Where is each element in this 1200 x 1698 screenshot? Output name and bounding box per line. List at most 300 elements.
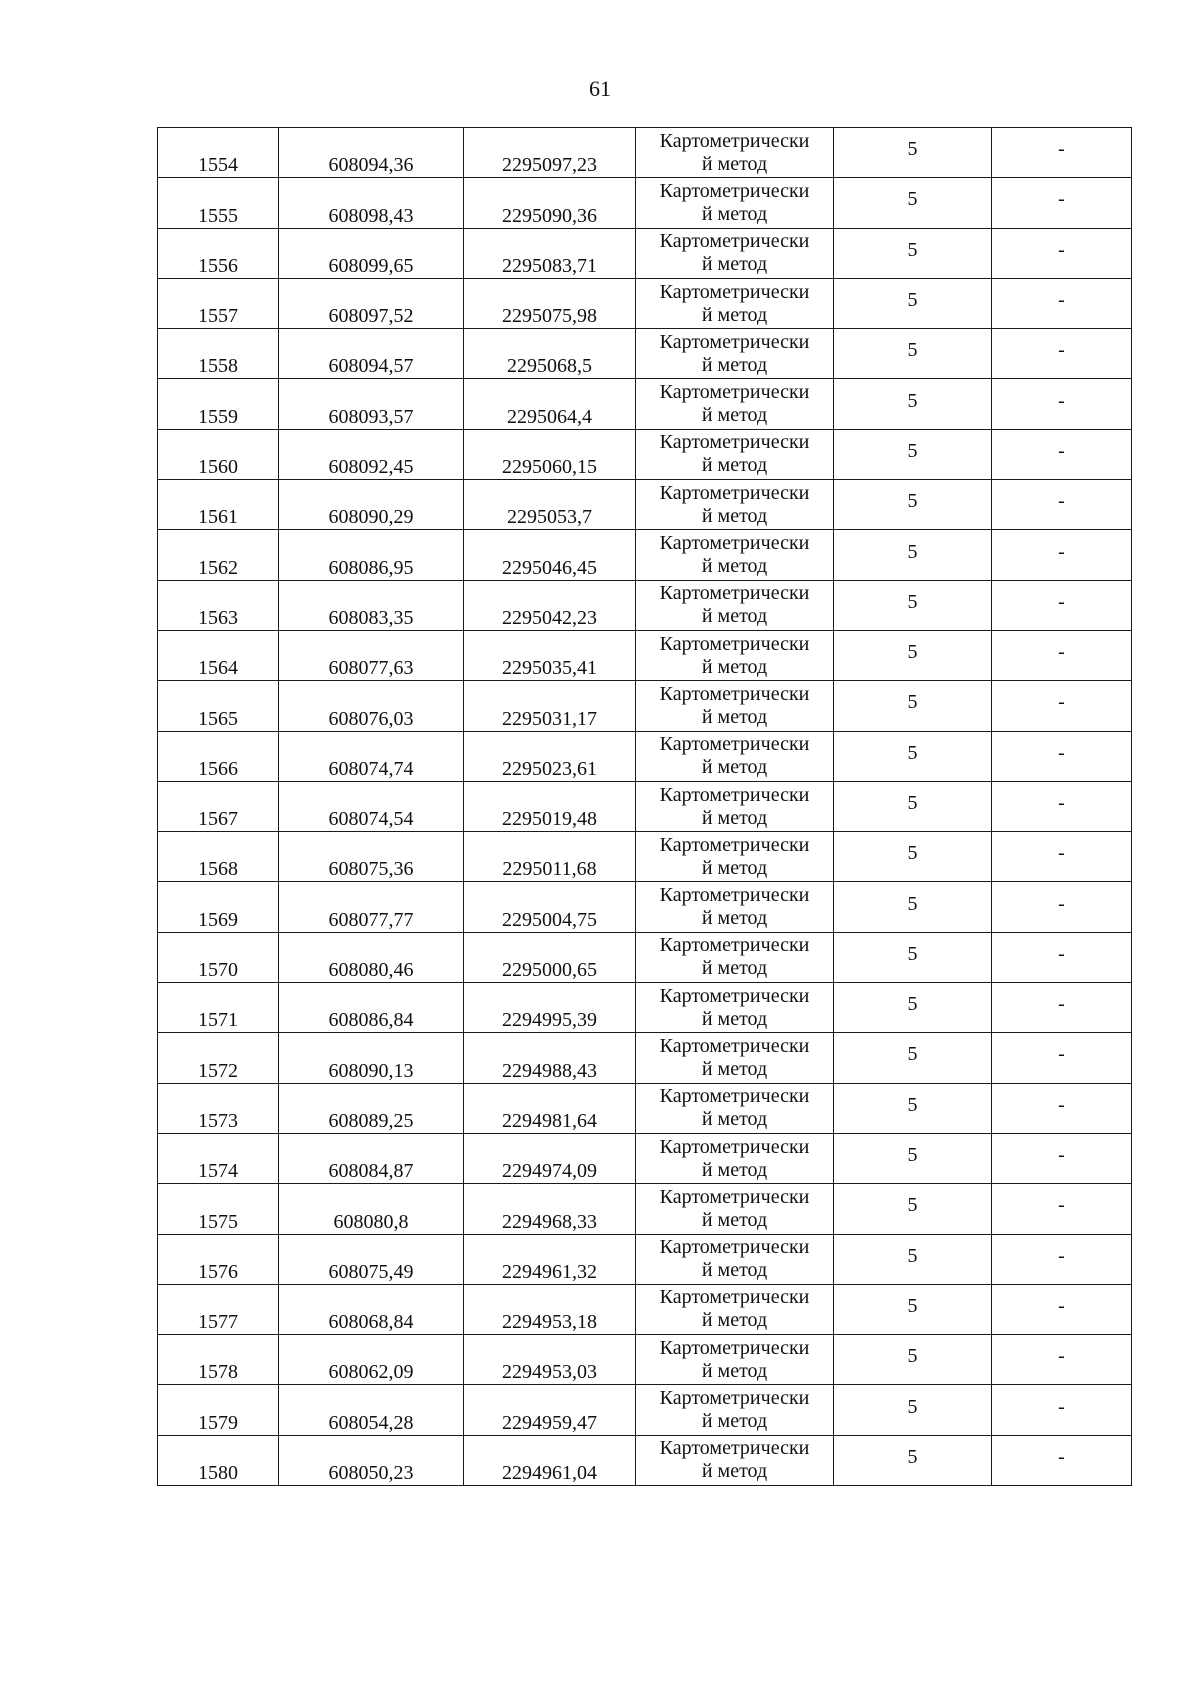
x-coordinate-cell: 608050,23 <box>279 1435 464 1485</box>
method-text-line-1: Картометрически <box>659 280 810 303</box>
accuracy-cell <box>834 128 992 178</box>
description-cell <box>992 1284 1132 1334</box>
x-coordinate-cell: 608083,35 <box>279 580 464 630</box>
x-coordinate-cell: 608074,74 <box>279 731 464 781</box>
x-coordinate-cell: 608090,13 <box>279 1033 464 1083</box>
table-row <box>158 1284 1132 1334</box>
accuracy-value: 5 <box>907 741 918 764</box>
x-coordinate-cell: 608077,63 <box>279 630 464 680</box>
description-cell <box>992 882 1132 932</box>
coordinates-table <box>157 127 1132 1486</box>
method-text-line-2: й метод <box>701 1007 768 1030</box>
y-coordinate-cell: 2294995,39 <box>464 983 636 1033</box>
accuracy-value: 5 <box>907 993 918 1016</box>
method-text-line-2: й метод <box>701 1410 768 1433</box>
method-text-line-2: й метод <box>701 504 768 527</box>
method-text-line-2: й метод <box>701 253 768 276</box>
table-row <box>158 178 1132 228</box>
x-coordinate-cell: 608086,95 <box>279 530 464 580</box>
y-coordinate-cell: 2295064,4 <box>464 379 636 429</box>
accuracy-cell <box>834 329 992 379</box>
accuracy-cell <box>834 983 992 1033</box>
description-cell <box>992 1033 1132 1083</box>
method-cell <box>636 932 834 982</box>
table-row <box>158 329 1132 379</box>
method-text-line-2: й метод <box>701 1460 768 1483</box>
y-coordinate-cell: 2294961,04 <box>464 1435 636 1485</box>
method-text-line-2: й метод <box>701 957 768 980</box>
accuracy-value: 5 <box>907 1194 918 1217</box>
accuracy-cell <box>834 681 992 731</box>
y-coordinate-cell: 2295023,61 <box>464 731 636 781</box>
method-text-line-2: й метод <box>701 555 768 578</box>
x-coordinate-cell: 608076,03 <box>279 681 464 731</box>
description-cell <box>992 630 1132 680</box>
method-cell <box>636 1385 834 1435</box>
description-value: - <box>1058 1445 1065 1468</box>
x-coordinate-cell: 608077,77 <box>279 882 464 932</box>
description-value: - <box>1058 188 1065 211</box>
method-cell <box>636 681 834 731</box>
description-value: - <box>1058 641 1065 664</box>
point-number-cell: 1576 <box>158 1234 279 1284</box>
method-text-line-2: й метод <box>701 806 768 829</box>
point-number-cell: 1578 <box>158 1335 279 1385</box>
y-coordinate-cell: 2295019,48 <box>464 781 636 831</box>
table-row <box>158 1234 1132 1284</box>
accuracy-value: 5 <box>907 590 918 613</box>
x-coordinate-cell: 608092,45 <box>279 429 464 479</box>
description-value: - <box>1058 691 1065 714</box>
description-value: - <box>1058 1294 1065 1317</box>
method-text-line-2: й метод <box>701 605 768 628</box>
method-cell <box>636 1234 834 1284</box>
accuracy-cell <box>834 278 992 328</box>
description-cell <box>992 1335 1132 1385</box>
accuracy-value: 5 <box>907 490 918 513</box>
method-cell <box>636 530 834 580</box>
description-value: - <box>1058 1244 1065 1267</box>
description-value: - <box>1058 439 1065 462</box>
table-row <box>158 228 1132 278</box>
method-text-line-1: Картометрически <box>659 1085 810 1108</box>
accuracy-cell <box>834 1234 992 1284</box>
point-number-cell: 1554 <box>158 128 279 178</box>
accuracy-value: 5 <box>907 1395 918 1418</box>
description-cell <box>992 681 1132 731</box>
description-cell <box>992 1133 1132 1183</box>
method-text-line-1: Картометрически <box>659 1034 810 1057</box>
accuracy-value: 5 <box>907 641 918 664</box>
y-coordinate-cell: 2295075,98 <box>464 278 636 328</box>
description-value: - <box>1058 339 1065 362</box>
table-row <box>158 983 1132 1033</box>
description-value: - <box>1058 1043 1065 1066</box>
method-text-line-2: й метод <box>701 454 768 477</box>
x-coordinate-cell: 608068,84 <box>279 1284 464 1334</box>
point-number-cell: 1569 <box>158 882 279 932</box>
accuracy-value: 5 <box>907 942 918 965</box>
description-value: - <box>1058 942 1065 965</box>
description-value: - <box>1058 289 1065 312</box>
description-value: - <box>1058 1345 1065 1368</box>
point-number-cell: 1575 <box>158 1184 279 1234</box>
table-row <box>158 1033 1132 1083</box>
table-row <box>158 580 1132 630</box>
description-cell <box>992 731 1132 781</box>
y-coordinate-cell: 2295090,36 <box>464 178 636 228</box>
description-value: - <box>1058 842 1065 865</box>
accuracy-value: 5 <box>907 842 918 865</box>
accuracy-cell <box>834 781 992 831</box>
method-cell <box>636 983 834 1033</box>
description-cell <box>992 983 1132 1033</box>
accuracy-cell <box>834 1435 992 1485</box>
method-text-line-1: Картометрически <box>659 330 810 353</box>
point-number-cell: 1573 <box>158 1083 279 1133</box>
method-cell <box>636 1083 834 1133</box>
accuracy-cell <box>834 1385 992 1435</box>
description-value: - <box>1058 1395 1065 1418</box>
method-cell <box>636 1435 834 1485</box>
description-cell <box>992 781 1132 831</box>
y-coordinate-cell: 2294953,03 <box>464 1335 636 1385</box>
method-cell <box>636 1133 834 1183</box>
description-cell <box>992 278 1132 328</box>
method-cell <box>636 630 834 680</box>
accuracy-value: 5 <box>907 138 918 161</box>
accuracy-cell <box>834 882 992 932</box>
y-coordinate-cell: 2295097,23 <box>464 128 636 178</box>
y-coordinate-cell: 2294953,18 <box>464 1284 636 1334</box>
point-number-cell: 1561 <box>158 480 279 530</box>
accuracy-cell <box>834 832 992 882</box>
table-row <box>158 278 1132 328</box>
method-cell <box>636 429 834 479</box>
point-number-cell: 1567 <box>158 781 279 831</box>
accuracy-cell <box>834 1335 992 1385</box>
x-coordinate-cell: 608098,43 <box>279 178 464 228</box>
method-text-line-1: Картометрически <box>659 984 810 1007</box>
table-row <box>158 781 1132 831</box>
accuracy-value: 5 <box>907 792 918 814</box>
x-coordinate-cell: 608097,52 <box>279 278 464 328</box>
accuracy-value: 5 <box>907 1093 918 1116</box>
accuracy-value: 5 <box>907 1345 918 1368</box>
description-value: - <box>1058 490 1065 513</box>
accuracy-value: 5 <box>907 439 918 462</box>
x-coordinate-cell: 608094,57 <box>279 329 464 379</box>
method-text-line-2: й метод <box>701 756 768 779</box>
method-text-line-1: Картометрически <box>659 129 810 152</box>
method-cell <box>636 329 834 379</box>
description-cell <box>992 480 1132 530</box>
x-coordinate-cell: 608084,87 <box>279 1133 464 1183</box>
x-coordinate-cell: 608075,49 <box>279 1234 464 1284</box>
method-text-line-2: й метод <box>701 907 768 930</box>
table-body <box>158 128 1132 1486</box>
method-text-line-1: Картометрически <box>659 1135 810 1158</box>
method-text-line-1: Картометрически <box>659 682 810 705</box>
description-cell <box>992 932 1132 982</box>
method-cell <box>636 1335 834 1385</box>
method-text-line-1: Картометрически <box>659 582 810 605</box>
description-cell <box>992 228 1132 278</box>
description-value: - <box>1058 792 1065 814</box>
method-cell <box>636 1284 834 1334</box>
accuracy-cell <box>834 630 992 680</box>
method-cell <box>636 480 834 530</box>
accuracy-value: 5 <box>907 339 918 362</box>
x-coordinate-cell: 608075,36 <box>279 832 464 882</box>
description-value: - <box>1058 138 1065 161</box>
accuracy-cell <box>834 228 992 278</box>
table-row <box>158 480 1132 530</box>
accuracy-cell <box>834 1033 992 1083</box>
table-row <box>158 1435 1132 1485</box>
description-value: - <box>1058 590 1065 613</box>
method-cell <box>636 580 834 630</box>
method-text-line-2: й метод <box>701 404 768 427</box>
point-number-cell: 1555 <box>158 178 279 228</box>
method-text-line-1: Картометрически <box>659 1286 810 1309</box>
accuracy-value: 5 <box>907 892 918 915</box>
method-cell <box>636 1033 834 1083</box>
method-text-line-2: й метод <box>701 1158 768 1181</box>
accuracy-cell <box>834 580 992 630</box>
point-number-cell: 1562 <box>158 530 279 580</box>
method-text-line-1: Картометрически <box>659 833 810 856</box>
accuracy-value: 5 <box>907 289 918 312</box>
table-row <box>158 429 1132 479</box>
method-text-line-1: Картометрически <box>659 532 810 555</box>
description-cell <box>992 1234 1132 1284</box>
accuracy-value: 5 <box>907 1144 918 1167</box>
description-value: - <box>1058 1144 1065 1167</box>
description-value: - <box>1058 238 1065 261</box>
table-row <box>158 731 1132 781</box>
accuracy-cell <box>834 1284 992 1334</box>
point-number-cell: 1560 <box>158 429 279 479</box>
description-cell <box>992 429 1132 479</box>
accuracy-value: 5 <box>907 1043 918 1066</box>
method-text-line-1: Картометрически <box>659 1185 810 1208</box>
x-coordinate-cell: 608062,09 <box>279 1335 464 1385</box>
y-coordinate-cell: 2295053,7 <box>464 480 636 530</box>
table-row <box>158 379 1132 429</box>
x-coordinate-cell: 608086,84 <box>279 983 464 1033</box>
accuracy-cell <box>834 731 992 781</box>
description-cell <box>992 580 1132 630</box>
point-number-cell: 1557 <box>158 278 279 328</box>
description-cell <box>992 530 1132 580</box>
y-coordinate-cell: 2294981,64 <box>464 1083 636 1133</box>
accuracy-value: 5 <box>907 1445 918 1468</box>
method-cell <box>636 228 834 278</box>
accuracy-cell <box>834 480 992 530</box>
table-row <box>158 128 1132 178</box>
point-number-cell: 1577 <box>158 1284 279 1334</box>
x-coordinate-cell: 608099,65 <box>279 228 464 278</box>
x-coordinate-cell: 608089,25 <box>279 1083 464 1133</box>
method-text-line-1: Картометрически <box>659 431 810 454</box>
method-text-line-1: Картометрически <box>659 481 810 504</box>
point-number-cell: 1571 <box>158 983 279 1033</box>
accuracy-value: 5 <box>907 1244 918 1267</box>
accuracy-cell <box>834 1133 992 1183</box>
description-cell <box>992 379 1132 429</box>
method-text-line-1: Картометрически <box>659 179 810 202</box>
table-row <box>158 882 1132 932</box>
method-text-line-2: й метод <box>701 1057 768 1080</box>
y-coordinate-cell: 2295068,5 <box>464 329 636 379</box>
description-cell <box>992 832 1132 882</box>
y-coordinate-cell: 2295042,23 <box>464 580 636 630</box>
method-text-line-2: й метод <box>701 856 768 879</box>
accuracy-value: 5 <box>907 540 918 563</box>
method-text-line-2: й метод <box>701 705 768 728</box>
y-coordinate-cell: 2295011,68 <box>464 832 636 882</box>
method-text-line-1: Картометрически <box>659 381 810 404</box>
table-row <box>158 1184 1132 1234</box>
description-cell <box>992 1435 1132 1485</box>
method-cell <box>636 379 834 429</box>
method-text-line-1: Картометрически <box>659 783 810 806</box>
point-number-cell: 1579 <box>158 1385 279 1435</box>
accuracy-cell <box>834 178 992 228</box>
method-cell <box>636 731 834 781</box>
method-text-line-1: Картометрически <box>659 884 810 907</box>
accuracy-cell <box>834 429 992 479</box>
point-number-cell: 1564 <box>158 630 279 680</box>
method-text-line-1: Картометрически <box>659 1387 810 1410</box>
method-text-line-2: й метод <box>701 655 768 678</box>
method-text-line-2: й метод <box>701 353 768 376</box>
point-number-cell: 1580 <box>158 1435 279 1485</box>
description-value: - <box>1058 993 1065 1016</box>
accuracy-value: 5 <box>907 238 918 261</box>
method-cell <box>636 1184 834 1234</box>
accuracy-cell <box>834 1083 992 1133</box>
description-value: - <box>1058 1194 1065 1217</box>
method-text-line-2: й метод <box>701 152 768 175</box>
point-number-cell: 1570 <box>158 932 279 982</box>
table-row <box>158 932 1132 982</box>
point-number-cell: 1559 <box>158 379 279 429</box>
method-text-line-1: Картометрически <box>659 1437 810 1460</box>
point-number-cell: 1563 <box>158 580 279 630</box>
accuracy-value: 5 <box>907 691 918 714</box>
accuracy-cell <box>834 932 992 982</box>
method-text-line-2: й метод <box>701 1108 768 1131</box>
method-cell <box>636 832 834 882</box>
accuracy-cell <box>834 379 992 429</box>
y-coordinate-cell: 2295004,75 <box>464 882 636 932</box>
description-cell <box>992 1184 1132 1234</box>
x-coordinate-cell: 608094,36 <box>279 128 464 178</box>
x-coordinate-cell: 608093,57 <box>279 379 464 429</box>
method-text-line-1: Картометрически <box>659 733 810 756</box>
point-number-cell: 1566 <box>158 731 279 781</box>
y-coordinate-cell: 2295046,45 <box>464 530 636 580</box>
description-cell <box>992 1083 1132 1133</box>
x-coordinate-cell: 608080,8 <box>279 1184 464 1234</box>
table-row <box>158 630 1132 680</box>
method-cell <box>636 178 834 228</box>
table-row <box>158 681 1132 731</box>
description-cell <box>992 128 1132 178</box>
table-row <box>158 1385 1132 1435</box>
description-cell <box>992 178 1132 228</box>
method-text-line-2: й метод <box>701 303 768 326</box>
accuracy-value: 5 <box>907 389 918 412</box>
method-text-line-1: Картометрически <box>659 1236 810 1259</box>
table-row <box>158 1083 1132 1133</box>
point-number-cell: 1565 <box>158 681 279 731</box>
table-row <box>158 1335 1132 1385</box>
y-coordinate-cell: 2294961,32 <box>464 1234 636 1284</box>
point-number-cell: 1568 <box>158 832 279 882</box>
x-coordinate-cell: 608054,28 <box>279 1385 464 1435</box>
table-row <box>158 530 1132 580</box>
description-value: - <box>1058 540 1065 563</box>
method-text-line-1: Картометрически <box>659 934 810 957</box>
y-coordinate-cell: 2295060,15 <box>464 429 636 479</box>
y-coordinate-cell: 2294959,47 <box>464 1385 636 1435</box>
y-coordinate-cell: 2295031,17 <box>464 681 636 731</box>
accuracy-cell <box>834 1184 992 1234</box>
description-value: - <box>1058 389 1065 412</box>
description-value: - <box>1058 1093 1065 1116</box>
y-coordinate-cell: 2295035,41 <box>464 630 636 680</box>
method-text-line-2: й метод <box>701 1208 768 1231</box>
method-text-line-2: й метод <box>701 1259 768 1282</box>
y-coordinate-cell: 2294968,33 <box>464 1184 636 1234</box>
description-cell <box>992 329 1132 379</box>
description-cell <box>992 1385 1132 1435</box>
method-text-line-2: й метод <box>701 1309 768 1332</box>
description-value: - <box>1058 892 1065 915</box>
table-row <box>158 1133 1132 1183</box>
point-number-cell: 1556 <box>158 228 279 278</box>
method-text-line-1: Картометрически <box>659 1336 810 1359</box>
y-coordinate-cell: 2295000,65 <box>464 932 636 982</box>
page-number: 61 <box>589 76 611 101</box>
accuracy-value: 5 <box>907 188 918 211</box>
y-coordinate-cell: 2294988,43 <box>464 1033 636 1083</box>
table-row <box>158 832 1132 882</box>
x-coordinate-cell: 608080,46 <box>279 932 464 982</box>
point-number-cell: 1574 <box>158 1133 279 1183</box>
point-number-cell: 1558 <box>158 329 279 379</box>
method-cell <box>636 278 834 328</box>
method-text-line-2: й метод <box>701 202 768 225</box>
accuracy-cell <box>834 530 992 580</box>
method-cell <box>636 781 834 831</box>
y-coordinate-cell: 2295083,71 <box>464 228 636 278</box>
method-text-line-2: й метод <box>701 1359 768 1382</box>
method-cell <box>636 128 834 178</box>
point-number-cell: 1572 <box>158 1033 279 1083</box>
accuracy-value: 5 <box>907 1294 918 1317</box>
description-value: - <box>1058 741 1065 764</box>
x-coordinate-cell: 608074,54 <box>279 781 464 831</box>
y-coordinate-cell: 2294974,09 <box>464 1133 636 1183</box>
method-cell <box>636 882 834 932</box>
method-text-line-1: Картометрически <box>659 632 810 655</box>
x-coordinate-cell: 608090,29 <box>279 480 464 530</box>
method-text-line-1: Картометрически <box>659 230 810 253</box>
